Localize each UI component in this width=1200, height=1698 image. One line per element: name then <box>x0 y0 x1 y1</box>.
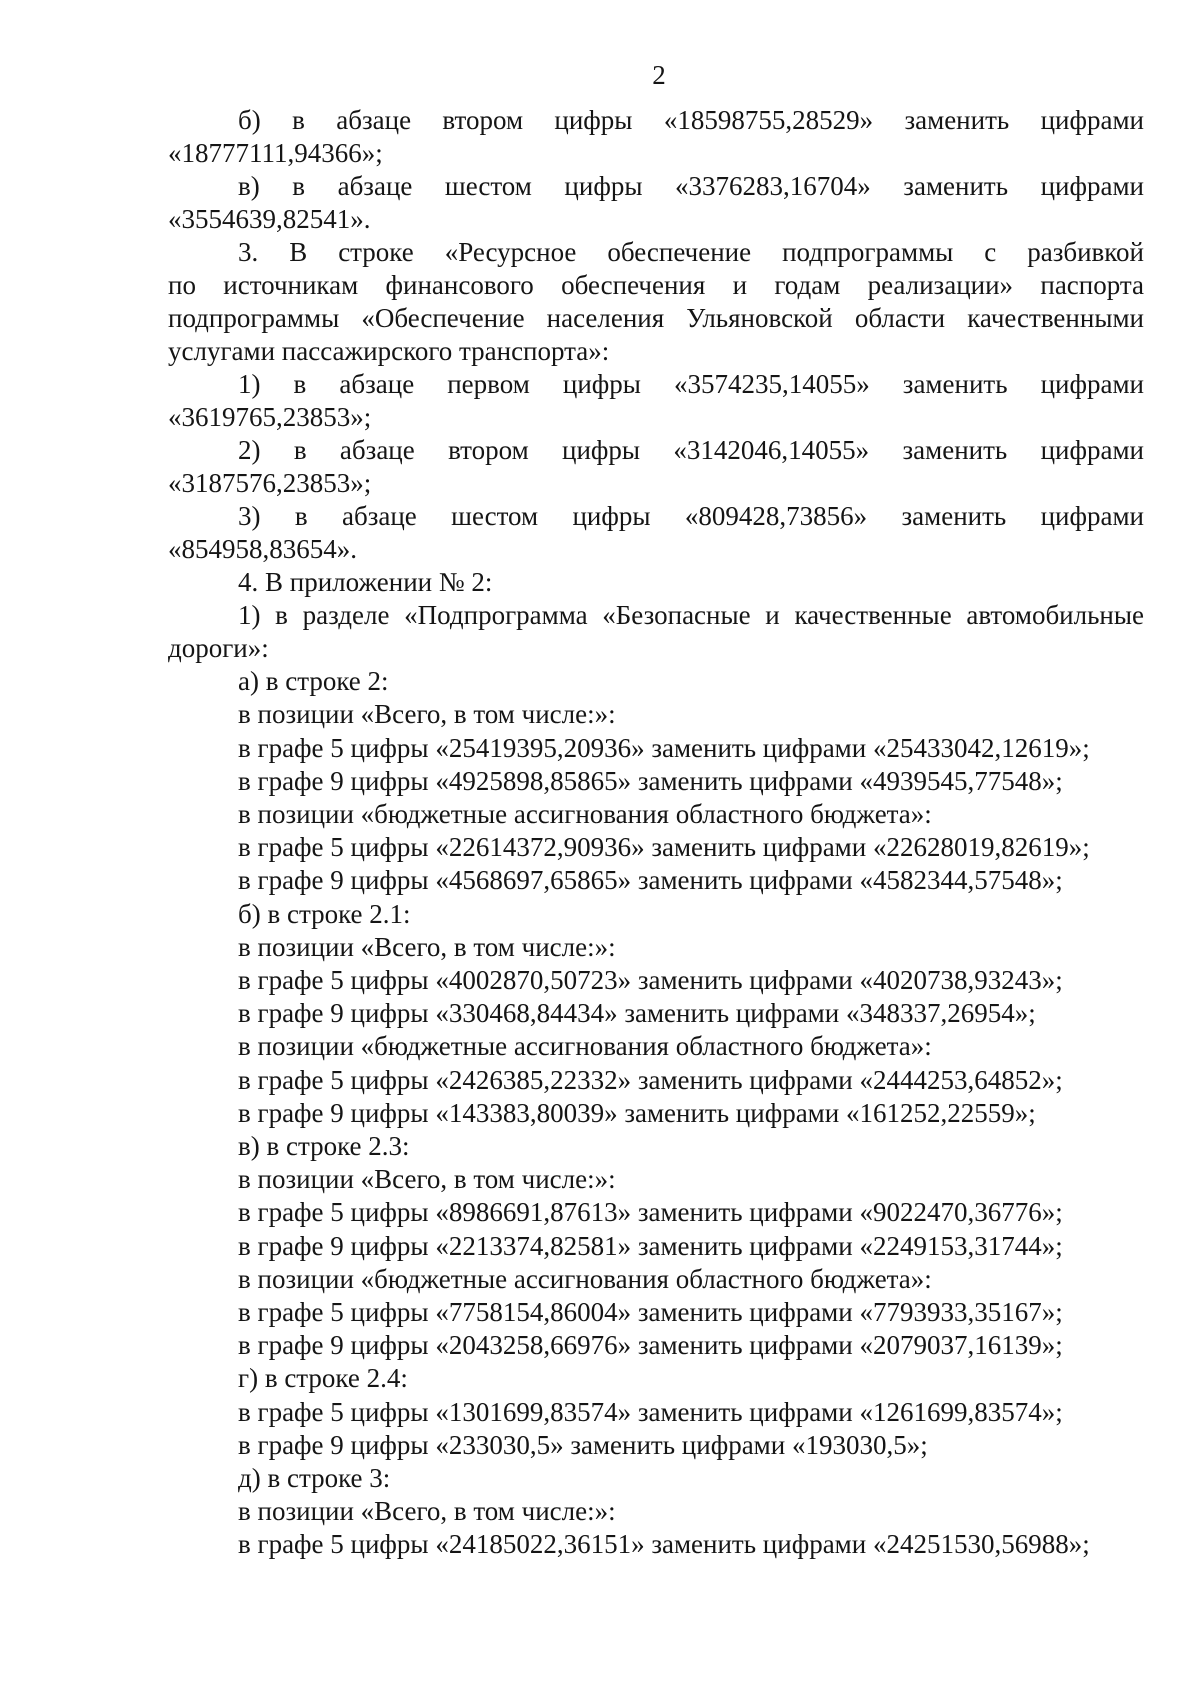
paragraph-line: 2) в абзаце втором цифры «3142046,14055» заменить цифрами <box>238 435 1144 465</box>
list-item: в графе 5 цифры «1301699,83574» заменить цифрами «1261699,83574»; <box>238 1396 1063 1427</box>
paragraph-line: «3619765,23853»; <box>168 402 372 432</box>
paragraph-line: подпрограммы «Обеспечение населения Ульяновской области качественными <box>168 303 1144 333</box>
list-item: в графе 5 цифры «25419395,20936» заменить цифрами «25433042,12619»; <box>238 732 1090 763</box>
list-item: в графе 5 цифры «4002870,50723» заменить цифрами «4020738,93243»; <box>238 965 1063 996</box>
list-item: а) в строке 2: <box>238 666 389 697</box>
paragraph-line: «3554639,82541». <box>168 204 371 234</box>
paragraph-line: услугами пассажирского транспорта»: <box>168 336 610 366</box>
list-item: в графе 9 цифры «2043258,66976» заменить цифрами «2079037,16139»; <box>238 1330 1063 1361</box>
paragraph-line: 3. В строке «Ресурсное обеспечение подпрограммы с разбивкой <box>238 237 1144 267</box>
list-item: в графе 9 цифры «233030,5» заменить цифрами «193030,5»; <box>238 1429 928 1460</box>
paragraph-line: 4. В приложении № 2: <box>238 567 493 597</box>
list-item: в графе 5 цифры «2426385,22332» заменить цифрами «2444253,64852»; <box>238 1064 1063 1095</box>
list-item: в графе 9 цифры «2213374,82581» заменить цифрами «2249153,31744»; <box>238 1230 1063 1261</box>
paragraph-line: 1) в разделе «Подпрограмма «Безопасные и качественные автомобильные <box>238 600 1144 631</box>
list-item: в позиции «Всего, в том числе:»: <box>238 1164 616 1195</box>
list-item: в графе 5 цифры «8986691,87613» заменить цифрами «9022470,36776»; <box>238 1197 1063 1228</box>
list-item: в графе 9 цифры «330468,84434» заменить цифрами «348337,26954»; <box>238 998 1036 1029</box>
list-item: в графе 5 цифры «22614372,90936» заменить цифрами «22628019,82619»; <box>238 832 1090 863</box>
paragraph-line: 3) в абзаце шестом цифры «809428,73856» заменить цифрами <box>238 501 1144 531</box>
list-item: д) в строке 3: <box>238 1463 391 1494</box>
paragraph-line: по источникам финансового обеспечения и годам реализации» паспорта <box>168 270 1144 300</box>
page-number: 2 <box>652 60 666 90</box>
paragraph-line: б) в абзаце втором цифры «18598755,28529» заменить цифрами <box>238 105 1144 135</box>
list-item: в позиции «Всего, в том числе:»: <box>238 931 616 962</box>
list-item: б) в строке 2.1: <box>238 898 411 929</box>
list-item: в графе 5 цифры «7758154,86004» заменить цифрами «7793933,35167»; <box>238 1297 1063 1328</box>
list-item: в позиции «Всего, в том числе:»: <box>238 1496 616 1527</box>
list-item: в графе 9 цифры «143383,80039» заменить цифрами «161252,22559»; <box>238 1097 1036 1128</box>
list-item: в графе 9 цифры «4568697,65865» заменить цифрами «4582344,57548»; <box>238 865 1063 896</box>
paragraph-line: 1) в абзаце первом цифры «3574235,14055» заменить цифрами <box>238 369 1144 399</box>
paragraph-line: «18777111,94366»; <box>168 138 383 168</box>
list-item: в позиции «Всего, в том числе:»: <box>238 699 616 730</box>
list-item: в позиции «бюджетные ассигнования областного бюджета»: <box>238 799 932 830</box>
list-item: в графе 9 цифры «4925898,85865» заменить цифрами «4939545,77548»; <box>238 765 1063 796</box>
paragraph-line: «3187576,23853»; <box>168 468 372 498</box>
paragraph-line: в) в абзаце шестом цифры «3376283,16704» заменить цифрами <box>238 171 1144 201</box>
list-item: г) в строке 2.4: <box>238 1363 408 1394</box>
list-item: в позиции «бюджетные ассигнования областного бюджета»: <box>238 1263 932 1294</box>
paragraph-line: «854958,83654». <box>168 534 357 564</box>
document-body <box>168 104 1144 1562</box>
list-item: в графе 5 цифры «24185022,36151» заменить цифрами «24251530,56988»; <box>238 1529 1090 1560</box>
paragraph-line: дороги»: <box>168 633 269 664</box>
list-item: в) в строке 2.3: <box>238 1131 410 1162</box>
list-item: в позиции «бюджетные ассигнования областного бюджета»: <box>238 1031 932 1062</box>
